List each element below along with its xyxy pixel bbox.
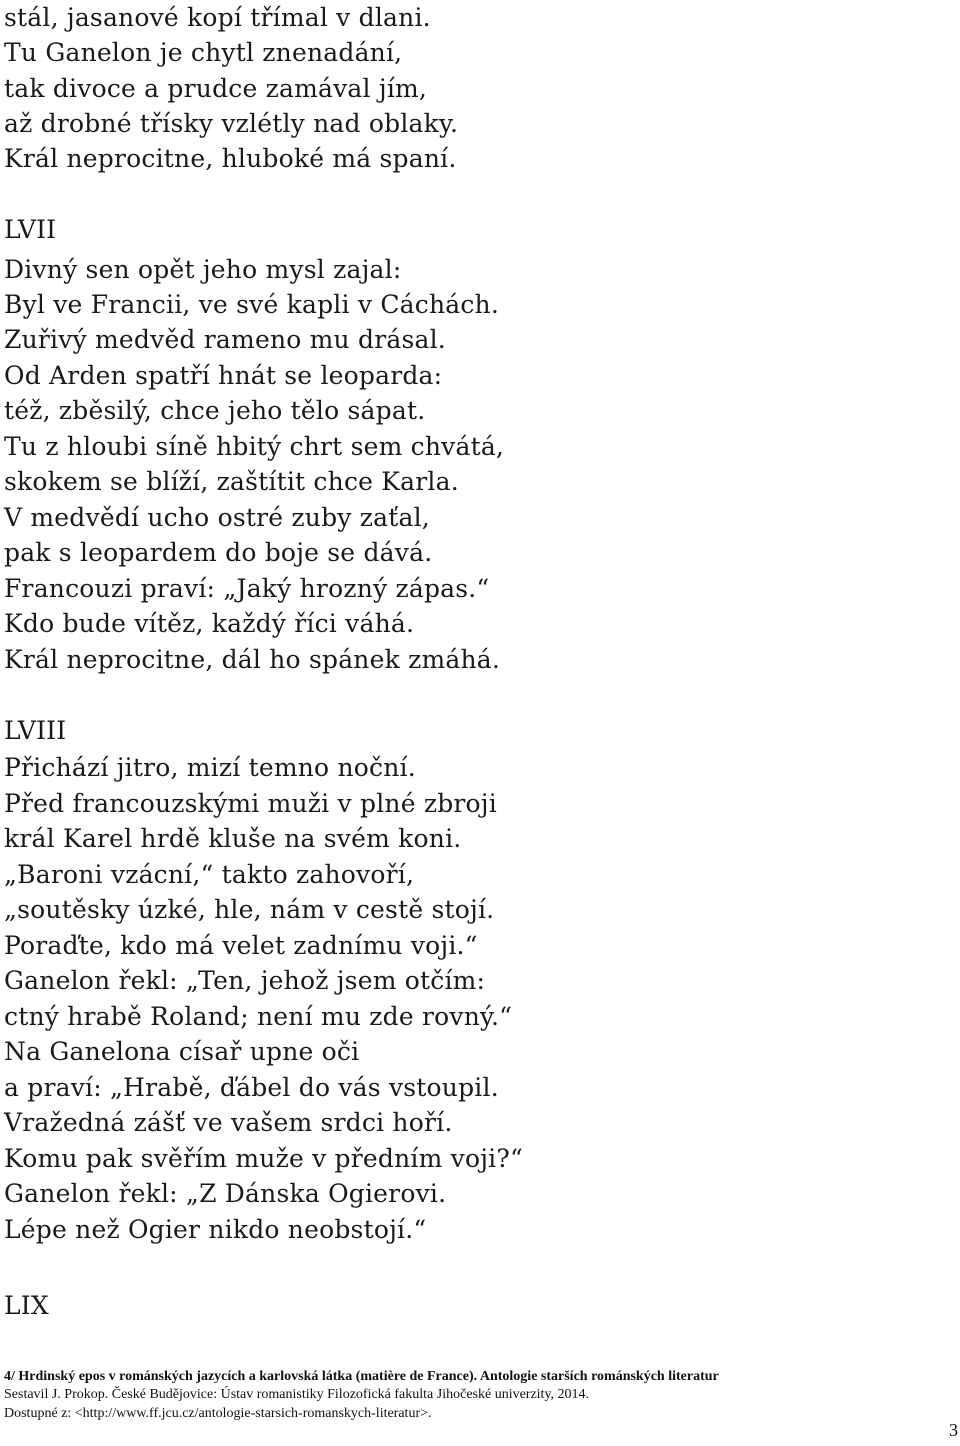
verse-line: Král neprocitne, dál ho spánek zmáhá. <box>4 645 501 674</box>
verse-line: Byl ve Francii, ve své kapli v Cáchách. <box>4 290 500 319</box>
footer-citation-title: 4/ Hrdinský epos v románských jazycích a karlovská látka (matière de France). Antologie starších románských literatur <box>4 1369 719 1384</box>
verse-line: a praví: „Hrabě, ďábel do vás vstoupil. <box>4 1073 499 1102</box>
footer-citation-url: Dostupné z: <http://www.ff.jcu.cz/antologie-starsich-romanskych-literatur>. <box>4 1406 432 1421</box>
stanza-heading: LIX <box>4 1291 49 1320</box>
verse-line: Od Arden spatří hnát se leoparda: <box>4 361 443 390</box>
verse-line: Komu pak svěřím muže v předním voji?“ <box>4 1144 523 1173</box>
verse-line: Francouzi praví: „Jaký hrozný zápas.“ <box>4 574 490 603</box>
verse-line: Vražedná zášť ve vašem srdci hoří. <box>4 1108 453 1137</box>
page-number: 3 <box>949 1420 958 1440</box>
verse-line: Tu Ganelon je chytl znenadání, <box>4 38 403 67</box>
stanza-heading: LVII <box>4 215 57 244</box>
stanza-heading: LVIII <box>4 716 67 745</box>
footer-citation-publisher: Sestavil J. Prokop. České Budějovice: Ústav romanistiky Filozofická fakulta Jihočeské univerzity, 2014. <box>4 1387 590 1402</box>
verse-line: Ganelon řekl: „Z Dánska Ogierovi. <box>4 1179 447 1208</box>
verse-line: stál, jasanové kopí třímal v dlani. <box>4 3 431 32</box>
verse-line: též, zběsilý, chce jeho tělo sápat. <box>4 396 426 425</box>
verse-line: Lépe než Ogier nikdo neobstojí.“ <box>4 1215 427 1244</box>
verse-line: tak divoce a prudce zamával jím, <box>4 74 428 103</box>
verse-line: až drobné třísky vzlétly nad oblaky. <box>4 109 459 138</box>
verse-line: „soutěsky úzké, hle, nám v cestě stojí. <box>4 895 495 924</box>
verse-line: Na Ganelona císař upne oči <box>4 1037 360 1066</box>
verse-line: Divný sen opět jeho mysl zajal: <box>4 255 402 284</box>
verse-line: Tu z hloubi síně hbitý chrt sem chvátá, <box>4 432 505 461</box>
verse-line: ctný hrabě Roland; není mu zde rovný.“ <box>4 1002 513 1031</box>
verse-line: V medvědí ucho ostré zuby zaťal, <box>4 503 430 532</box>
verse-line: Kdo bude vítěz, každý říci váhá. <box>4 609 415 638</box>
verse-line: Král neprocitne, hluboké má spaní. <box>4 144 457 173</box>
verse-line: Ganelon řekl: „Ten, jehož jsem otčím: <box>4 966 486 995</box>
verse-line: skokem se blíží, zaštítit chce Karla. <box>4 467 459 496</box>
verse-line: „Baroni vzácní,“ takto zahovoří, <box>4 860 415 889</box>
verse-line: Poraďte, kdo má velet zadnímu voji.“ <box>4 931 478 960</box>
verse-line: Před francouzskými muži v plné zbroji <box>4 789 497 818</box>
verse-line: Zuřivý medvěd rameno mu drásal. <box>4 325 446 354</box>
verse-line: král Karel hrdě kluše na svém koni. <box>4 824 462 853</box>
verse-line: Přichází jitro, mizí temno noční. <box>4 753 416 782</box>
verse-line: pak s leopardem do boje se dává. <box>4 538 433 567</box>
